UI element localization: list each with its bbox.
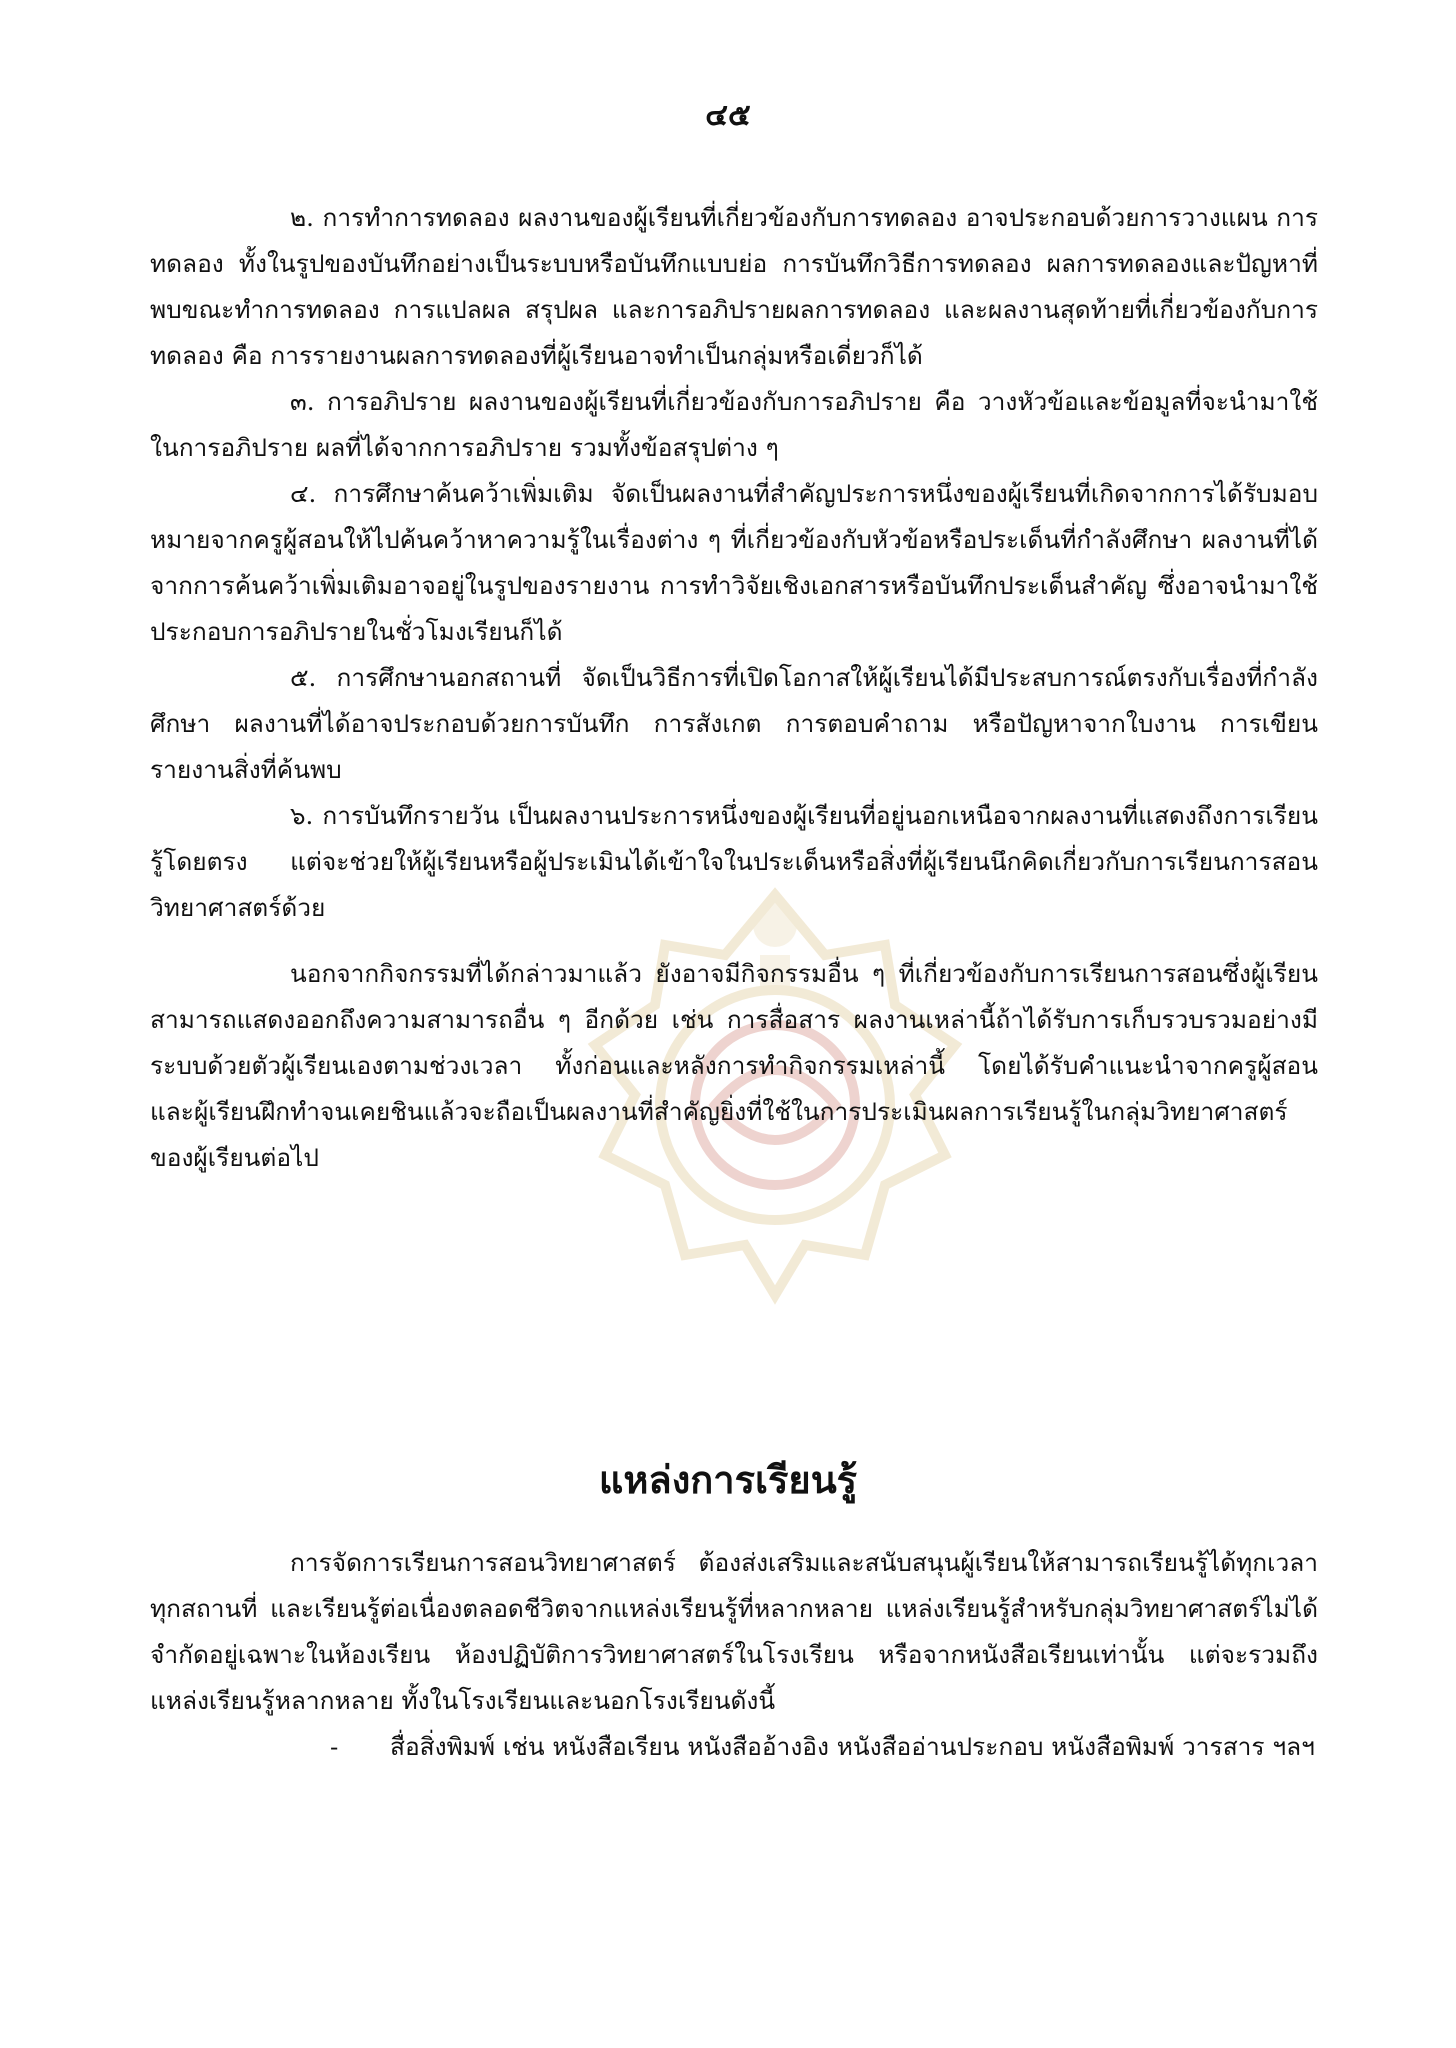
bullet-text: สื่อสิ่งพิมพ์ เช่น หนังสือเรียน หนังสืออ้างอิง หนังสืออ่านประกอบ หนังสือพิมพ์ วารสาร ฯลฯ — [390, 1732, 1315, 1761]
closing-paragraph: นอกจากกิจกรรมที่ได้กล่าวมาแล้ว ยังอาจมีกิจกรรมอื่น ๆ ที่เกี่ยวข้องกับการเรียนการสอนซึ่งผู้เรียนสามารถแสดงออกถึงความสามารถอื่น ๆ อีกด้วย เช่น การสื่อสาร ผลงานเหล่านี้ถ้าได้รับการเก็บรวบรวมอย่างมีระบบด้วยตัวผู้เรียนเองตามช่วงเวลา ทั้งก่อนและหลังการทำกิจกรรมเหล่านี้ โดยได้รับคำแนะนำจากครูผู้สอน และผู้เรียนฝึกทำจนเคยชินแล้วจะถือเป็นผลงานที่สำคัญยิ่งที่ใช้ในการประเมินผลการเรียนรู้ในกลุ่มวิทยาศาสตร์ของผู้เรียนต่อไป — [150, 959, 1318, 1172]
section-paragraph: การจัดการเรียนการสอนวิทยาศาสตร์ ต้องส่งเสริมและสนับสนุนผู้เรียนให้สามารถเรียนรู้ได้ทุกเวลา ทุกสถานที่ และเรียนรู้ต่อเนื่องตลอดชีวิตจากแหล่งเรียนรู้ที่หลากหลาย แหล่งเรียนรู้สำหรับกลุ่มวิทยาศาสตร์ไม่ได้จำกัดอยู่เฉพาะในห้องเรียน ห้องปฏิบัติการวิทยาศาสตร์ในโรงเรียน หรือจากหนังสือเรียนเท่านั้น แต่จะรวมถึงแหล่งเรียนรู้หลากหลาย ทั้งในโรงเรียนและนอกโรงเรียนดังนี้ — [150, 1548, 1318, 1715]
section-heading: แหล่งการเรียนรู้ — [598, 1457, 858, 1502]
bullet-marker: - — [330, 1732, 339, 1761]
activity-item-research: ๔. การศึกษาค้นคว้าเพิ่มเติม จัดเป็นผลงานที่สำคัญประการหนึ่งของผู้เรียนที่เกิดจากการได้รับมอบหมายจากครูผู้สอนให้ไปค้นคว้าหาความรู้ในเรื่องต่าง ๆ ที่เกี่ยวข้องกับหัวข้อหรือประเด็นที่กำลังศึกษา ผลงานที่ได้จากการค้นคว้าเพิ่มเติมอาจอยู่ในรูปของรายงาน การทำวิจัยเชิงเอกสารหรือบันทึกประเด็นสำคัญ ซึ่งอาจนำมาใช้ประกอบการอภิปรายในชั่วโมงเรียนก็ได้ — [150, 479, 1318, 646]
activity-list — [150, 195, 1318, 1181]
activity-item-discussion: ๓. การอภิปราย ผลงานของผู้เรียนที่เกี่ยวข้องกับการอภิปราย คือ วางหัวข้อและข้อมูลที่จะนำมาใช้ในการอภิปราย ผลที่ได้จากการอภิปราย รวมทั้งข้อสรุปต่าง ๆ — [150, 387, 1318, 462]
activity-item-journal: ๖. การบันทึกรายวัน เป็นผลงานประการหนึ่งของผู้เรียนที่อยู่นอกเหนือจากผลงานที่แสดงถึงการเรียนรู้โดยตรง แต่จะช่วยให้ผู้เรียนหรือผู้ประเมินได้เข้าใจในประเด็นหรือสิ่งที่ผู้เรียนนึกคิดเกี่ยวกับการเรียนการสอนวิทยาศาสตร์ด้วย — [150, 801, 1318, 922]
page-number: ๔๕ — [705, 98, 751, 133]
bullet-item-printed-media — [150, 1724, 1318, 1770]
activity-item-field-trip: ๕. การศึกษานอกสถานที่ จัดเป็นวิธีการที่เปิดโอกาสให้ผู้เรียนได้มีประสบการณ์ตรงกับเรื่องที่กำลังศึกษา ผลงานที่ได้อาจประกอบด้วยการบันทึก การสังเกต การตอบคำถาม หรือปัญหาจากใบงาน การเขียนรายงานสิ่งที่ค้นพบ — [150, 663, 1318, 784]
learning-resources-section — [150, 1540, 1318, 1770]
activity-item-experiment: ๒. การทำการทดลอง ผลงานของผู้เรียนที่เกี่ยวข้องกับการทดลอง อาจประกอบด้วยการวางแผน การทดลอง ทั้งในรูปของบันทึกอย่างเป็นระบบหรือบันทึกแบบย่อ การบันทึกวิธีการทดลอง ผลการทดลองและปัญหาที่พบขณะทำการทดลอง การแปลผล สรุปผล และการอภิปรายผลการทดลอง และผลงานสุดท้ายที่เกี่ยวข้องกับการทดลอง คือ การรายงานผลการทดลองที่ผู้เรียนอาจทำเป็นกลุ่มหรือเดี่ยวก็ได้ — [150, 203, 1318, 370]
